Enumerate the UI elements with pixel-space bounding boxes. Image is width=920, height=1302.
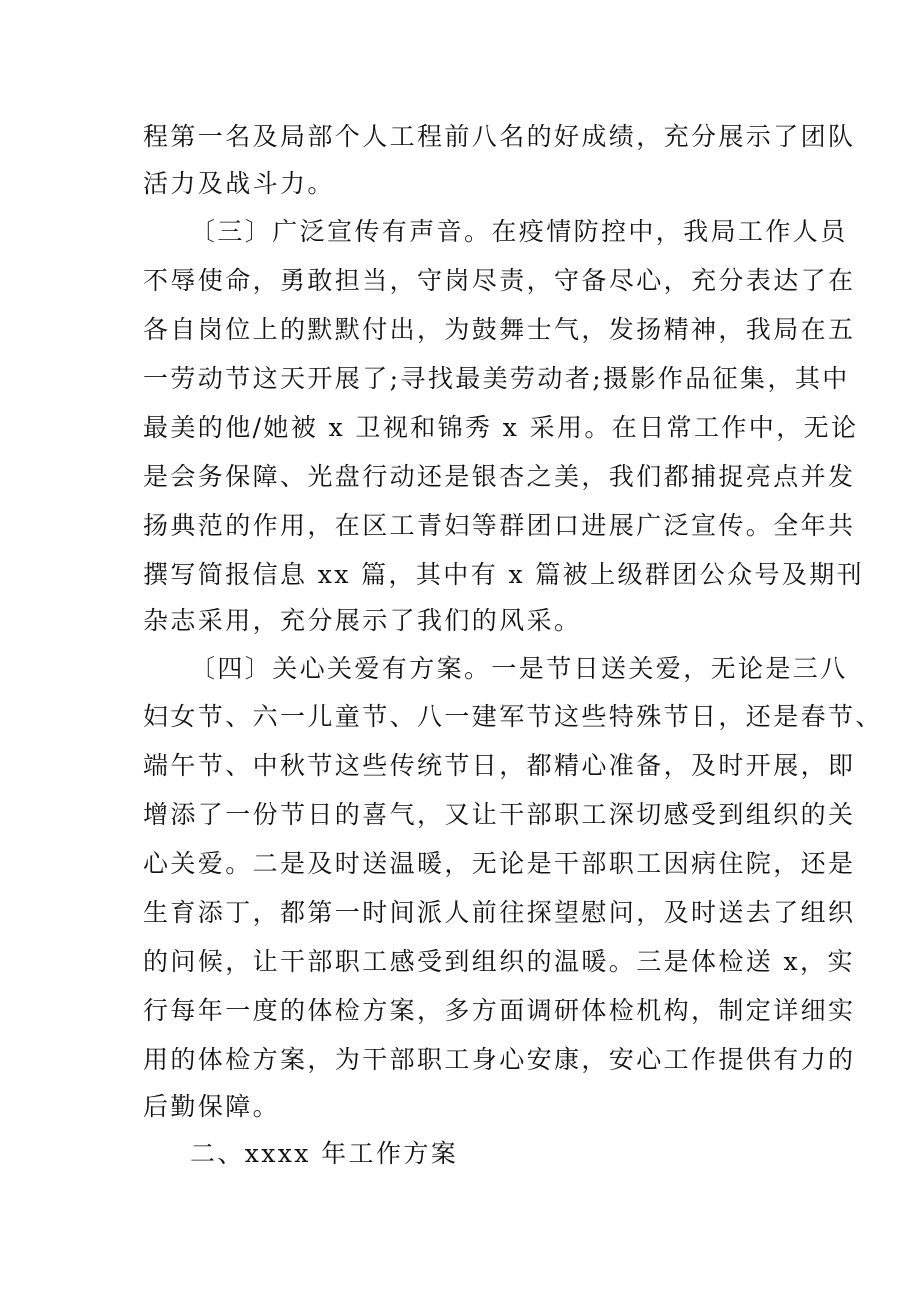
text-line: 各自岗位上的默默付出，为鼓舞士气，发扬精神，我局在五: [143, 315, 856, 344]
text-line: 杂志采用，充分展示了我们的风采。: [143, 606, 582, 635]
text-line: 用的体检方案，为干部职工身心安康，安心工作提供有力的: [143, 1045, 856, 1074]
text-line: 一劳动节这天开展了;寻找最美劳动者;摄影作品征集，其中: [143, 364, 850, 393]
text-line: 行每年一度的体检方案，多方面调研体检机构，制定详细实: [143, 996, 856, 1025]
text-line: 后勤保障。: [143, 1092, 281, 1121]
section-heading-work-plan: 二、xxxx 年工作方案: [190, 1139, 459, 1168]
text-line: 撰写简报信息 xx 篇，其中有 x 篇被上级群团公众号及期刊: [143, 560, 865, 589]
text-line: 生育添丁，都第一时间派人前往探望慰问，及时送去了组织: [143, 898, 856, 927]
text-line: 是会务保障、光盘行动还是银杏之美，我们都捕捉亮点并发: [143, 462, 856, 491]
text-line: 增添了一份节日的喜气，又让干部职工深切感受到组织的关: [143, 800, 856, 829]
section-4-heading-line: 〔四〕关心关爱有方案。一是节日送关爱，无论是三八: [190, 654, 848, 683]
text-line: 端午节、中秋节这些传统节日，都精心准备，及时开展，即: [143, 751, 856, 780]
text-line: 扬典范的作用，在区工青妇等群团口进展广泛宣传。全年共: [143, 511, 856, 540]
text-line: 心关爱。二是及时送温暖，无论是干部职工因病住院，还是: [143, 849, 856, 878]
text-line: 不辱使命，勇敢担当，守岗尽责，守备尽心，充分表达了在: [143, 266, 856, 295]
text-line: 的问候，让干部职工感受到组织的温暖。三是体检送 x，实: [143, 947, 855, 976]
text-line: 妇女节、六一儿童节、八一建军节这些特殊节日，还是春节、: [143, 702, 883, 731]
text-line: 程第一名及局部个人工程前八名的好成绩，充分展示了团队: [143, 122, 856, 151]
text-line: 活力及战斗力。: [143, 169, 335, 198]
text-line: 最美的他/她被 x 卫视和锦秀 x 采用。在日常工作中，无论: [143, 413, 859, 442]
section-3-heading-line: 〔三〕广泛宣传有声音。在疫情防控中，我局工作人员: [190, 217, 848, 246]
